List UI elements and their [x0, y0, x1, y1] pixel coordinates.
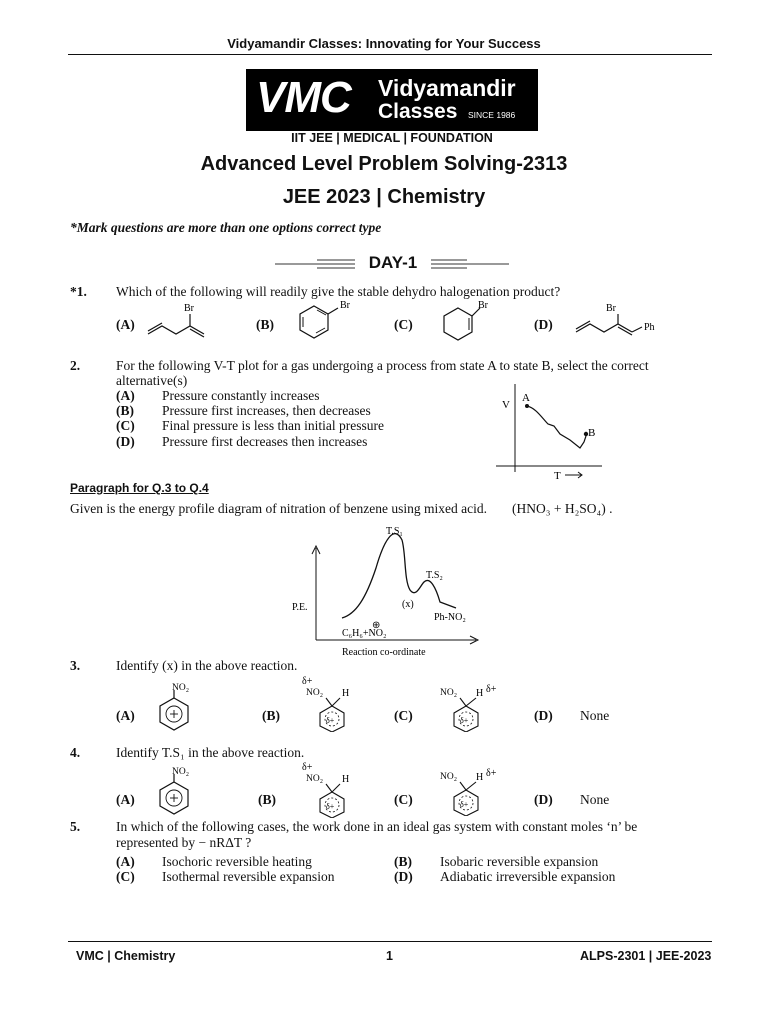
q3-b-delta: δ+ — [302, 676, 313, 687]
q5-option-c-text: Isothermal reversible expansion — [162, 869, 335, 884]
q2-vt-graph — [470, 378, 606, 482]
q5-text-line1: In which of the following cases, the work done in an ideal gas system with constant moles ‘n’ be — [116, 819, 638, 834]
page-subtitle: JEE 2023 | Chemistry — [282, 186, 486, 208]
energy-product: Ph-NO₂ — [434, 612, 466, 623]
q1-structure-d — [568, 296, 688, 342]
q3-a-no2: NO₂ — [172, 683, 190, 693]
q3-b-h: H — [342, 688, 350, 699]
q3-b-no2: NO₂ — [306, 688, 324, 698]
q3-option-c-label: (C) — [394, 708, 413, 723]
q5-option-a-label: (A) — [116, 854, 135, 869]
q1-c-br: Br — [478, 300, 488, 311]
vmc-logo — [246, 69, 538, 131]
q5-option-b-label: (B) — [394, 854, 412, 869]
logo-mark: VMC — [256, 73, 351, 122]
q2-option-c-label: (C) — [116, 418, 135, 433]
energy-x-axis-label: Reaction co-ordinate — [342, 647, 426, 658]
q4-option-c-label: (C) — [394, 792, 413, 807]
footer-right: ALPS-2301 | JEE-2023 — [580, 949, 712, 963]
q1-option-a-label: (A) — [116, 317, 135, 332]
paragraph-text: Given is the energy profile diagram of nitration of benzene using mixed acid. — [70, 501, 487, 516]
q5-option-d-text: Adiabatic irreversible expansion — [440, 869, 616, 884]
day-label: DAY-1 — [368, 253, 418, 272]
q4-c-ring-delta: δ+ — [460, 800, 469, 809]
q1-text: Which of the following will readily give the stable dehydro halogenation product? — [116, 284, 561, 299]
energy-profile-diagram — [286, 518, 492, 660]
q1-d-ph: Ph — [644, 322, 655, 333]
q3-c-h: H — [476, 688, 484, 699]
instruction-note: *Mark questions are more than one options correct type — [70, 220, 382, 235]
q2-text-line1: For the following V-T plot for a gas undergoing a process from state A to state B, select the correct — [116, 358, 649, 373]
q5-option-d-label: (D) — [394, 869, 413, 884]
q4-a-no2: NO₂ — [172, 767, 190, 777]
q2-option-d-label: (D) — [116, 434, 135, 449]
running-header: Vidyamandir Classes: Innovating for Your Success — [227, 36, 541, 51]
q1-structure-b — [296, 296, 366, 344]
q2-graph-y-label: V — [502, 399, 510, 411]
q3-structure-b — [296, 674, 366, 732]
q2-graph-curve — [527, 406, 586, 448]
q3-option-d-text: None — [580, 708, 610, 723]
paragraph-formula: (HNO₃ + H₂SO₄) . — [512, 501, 613, 516]
q3-structure-a — [150, 680, 210, 732]
logo-name-line2: Classes — [378, 100, 458, 123]
page-title: Advanced Level Problem Solving-2313 — [200, 153, 568, 175]
q4-b-ring-delta: δ+ — [326, 802, 335, 811]
q1-structure-c — [436, 296, 506, 344]
q2-option-a-text: Pressure constantly increases — [162, 388, 320, 403]
energy-plus-sign: ⊕ — [372, 620, 381, 631]
q1-number: *1. — [70, 284, 87, 299]
paragraph-heading: Paragraph for Q.3 to Q.4 — [70, 481, 209, 495]
q4-c-h: H — [476, 772, 484, 783]
q3-c-ring-delta: δ+ — [460, 716, 469, 725]
q5-option-a-text: Isochoric reversible heating — [162, 854, 312, 869]
energy-reactant: C₆H₆+NO₂ — [342, 628, 387, 639]
q5-option-b-text: Isobaric reversible expansion — [440, 854, 599, 869]
day-banner — [275, 254, 509, 274]
footer-left: VMC | Chemistry — [76, 949, 176, 963]
q4-number: 4. — [70, 745, 81, 760]
energy-intermediate-x: (x) — [402, 599, 414, 610]
q2-option-c-text: Final pressure is less than initial pressure — [162, 418, 384, 433]
energy-pe-label: P.E. — [292, 602, 308, 613]
q1-b-br: Br — [340, 300, 350, 311]
energy-ts2: T.S₂ — [426, 570, 443, 581]
energy-ts1: T.S₁ — [386, 526, 403, 537]
q3-option-b-label: (B) — [262, 708, 280, 723]
q4-b-no2: NO₂ — [306, 774, 324, 784]
q3-c-delta: δ+ — [486, 684, 497, 695]
q5-number: 5. — [70, 819, 81, 834]
q2-option-a-label: (A) — [116, 388, 135, 403]
q4-structure-a — [150, 764, 210, 816]
q1-a-br: Br — [184, 303, 194, 314]
header-rule — [68, 54, 712, 55]
q4-option-b-label: (B) — [258, 792, 276, 807]
q1-option-d-label: (D) — [534, 317, 553, 332]
q2-text-line2: alternative(s) — [116, 373, 188, 388]
q2-option-b-text: Pressure first increases, then decreases — [162, 403, 371, 418]
q4-option-d-text: None — [580, 792, 610, 807]
q2-option-b-label: (B) — [116, 403, 134, 418]
q2-graph-point-b: B — [588, 427, 596, 439]
q3-structure-c — [438, 680, 508, 732]
logo-since: SINCE 1986 — [468, 110, 516, 120]
q5-option-c-label: (C) — [116, 869, 135, 884]
q1-structure-a — [140, 298, 230, 342]
q2-option-d-text: Pressure first decreases then increases — [162, 434, 368, 449]
q3-b-ring-delta: δ+ — [326, 716, 335, 725]
q4-c-no2: NO₂ — [440, 772, 458, 782]
q3-c-no2: NO₂ — [440, 688, 458, 698]
logo-tagline: IIT JEE | MEDICAL | FOUNDATION — [291, 131, 493, 145]
q4-c-delta: δ+ — [486, 768, 497, 779]
q1-option-b-label: (B) — [256, 317, 274, 332]
q4-option-d-label: (D) — [534, 792, 553, 807]
q5-text-line2: represented by − nRΔT ? — [116, 835, 252, 850]
q3-number: 3. — [70, 658, 81, 673]
q4-option-a-label: (A) — [116, 792, 135, 807]
q4-b-h: H — [342, 774, 350, 785]
q2-number: 2. — [70, 358, 81, 373]
footer-rule — [68, 941, 712, 942]
q4-structure-c — [438, 764, 508, 816]
q2-graph-x-label: T — [554, 470, 561, 482]
q3-text: Identify (x) in the above reaction. — [116, 658, 298, 673]
q1-option-c-label: (C) — [394, 317, 413, 332]
q3-option-d-label: (D) — [534, 708, 553, 723]
logo-name-line1: Vidyamandir — [378, 75, 516, 101]
q4-b-delta: δ+ — [302, 762, 313, 773]
footer-page-number: 1 — [386, 949, 393, 963]
q3-option-a-label: (A) — [116, 708, 135, 723]
q4-text: Identify T.S₁ in the above reaction. — [116, 745, 305, 760]
q2-graph-point-a: A — [522, 392, 530, 404]
q1-d-br: Br — [606, 303, 616, 314]
q4-structure-b — [296, 760, 366, 818]
